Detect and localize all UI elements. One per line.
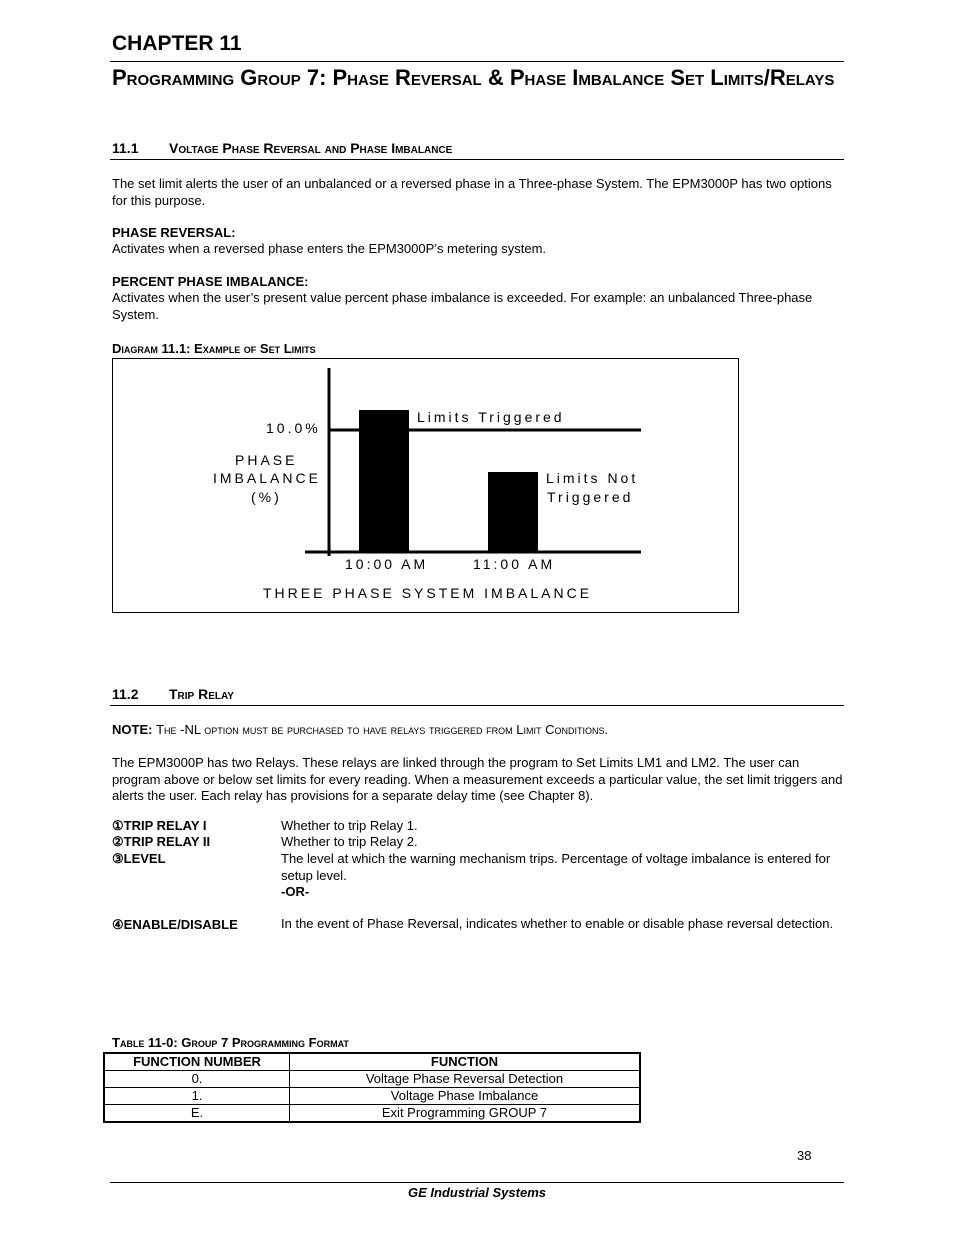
y-label-line2: IMBALANCE <box>213 470 321 486</box>
bar2-label-line2: Triggered <box>547 489 634 505</box>
item-desc-level: The level at which the warning mechanism trips. Percentage of voltage imbalance is entered for setup level. <box>281 851 831 883</box>
page-number: 38 <box>797 1148 812 1163</box>
item-label-trip-relay-1: ①TRIP RELAY I <box>112 818 207 833</box>
section-rule <box>110 159 844 160</box>
item-label-level: ③LEVEL <box>112 851 166 866</box>
item-label-enable-disable: ④ENABLE/DISABLE <box>112 917 238 932</box>
chapter-rule <box>110 61 844 62</box>
diagram-box <box>112 358 739 613</box>
diagram-graphic <box>113 359 738 612</box>
table-cell: 1. <box>104 1088 290 1105</box>
bar2-label-line1: Limits Not <box>546 470 639 486</box>
item-desc-trip-relay-1: Whether to trip Relay 1. <box>281 818 418 833</box>
note-text: The -NL option must be purchased to have relays triggered from Limit Conditions. <box>156 722 609 737</box>
intro-paragraph: The set limit alerts the user of an unbalanced or a reversed phase in a Three-phase System. The EPM3000P has two options for this purpose. <box>112 176 832 208</box>
diagram-caption: Diagram 11.1: Example of Set Limits <box>112 341 316 356</box>
table-cell: Exit Programming GROUP 7 <box>290 1105 641 1123</box>
table-caption: Table 11-0: Group 7 Programming Format <box>112 1035 349 1050</box>
table-cell: E. <box>104 1105 290 1123</box>
table-row <box>104 1088 640 1105</box>
table-cell: Voltage Phase Reversal Detection <box>290 1071 641 1088</box>
imbalance-heading: PERCENT PHASE IMBALANCE: <box>112 274 309 289</box>
table-header-cell: FUNCTION <box>290 1053 641 1071</box>
programming-format-table <box>103 1052 641 1123</box>
footer-text: GE Industrial Systems <box>408 1185 546 1200</box>
bar1-label: Limits Triggered <box>417 409 565 425</box>
table-cell: 0. <box>104 1071 290 1088</box>
item-label-trip-relay-2: ②TRIP RELAY II <box>112 834 211 849</box>
table-header-row <box>104 1053 640 1071</box>
section-number: 11.1 <box>112 140 139 156</box>
section-heading-11-2 <box>112 686 234 702</box>
y-label-line3: (%) <box>251 489 282 505</box>
table-row <box>104 1071 640 1088</box>
item-or-text: -OR- <box>281 884 310 899</box>
x-tick-11am: 11:00 AM <box>473 556 556 572</box>
section-title: Trip Relay <box>169 686 234 702</box>
table-header-cell: FUNCTION NUMBER <box>104 1053 290 1071</box>
bar-10am <box>359 410 409 553</box>
y-label-line1: PHASE <box>235 452 298 468</box>
x-axis-title: THREE PHASE SYSTEM IMBALANCE <box>263 585 593 601</box>
note-label: NOTE: <box>112 722 153 737</box>
table-row <box>104 1105 640 1123</box>
x-tick-10am: 10:00 AM <box>345 556 429 572</box>
section-number: 11.2 <box>112 686 139 702</box>
section-rule <box>110 705 844 706</box>
section-title: Voltage Phase Reversal and Phase Imbalance <box>169 140 453 156</box>
relay-paragraph: The EPM3000P has two Relays. These relays are linked through the program to Set Limits LM1 and LM2. The user can program above or below set limits for every reading. When a measurement exceeds a particular value, the set limit triggers and alerts the user. Each relay has provisions for a separate delay time (see Chapter 8). <box>112 755 843 803</box>
page-title: Programming Group 7: Phase Reversal & Phase Imbalance Set Limits/Relays <box>112 65 835 90</box>
chapter-label: CHAPTER 11 <box>112 32 242 55</box>
table-cell: Voltage Phase Imbalance <box>290 1088 641 1105</box>
footer-rule <box>110 1182 844 1183</box>
note <box>112 722 844 739</box>
bar-11am <box>488 472 538 553</box>
phase-reversal-text: Activates when a reversed phase enters the EPM3000P’s metering system. <box>112 241 547 256</box>
item-desc-trip-relay-2: Whether to trip Relay 2. <box>281 834 418 849</box>
threshold-label: 10.0% <box>266 420 321 436</box>
phase-reversal-heading: PHASE REVERSAL: <box>112 225 236 240</box>
section-heading-11-1 <box>112 140 452 156</box>
imbalance-text: Activates when the user’s present value percent phase imbalance is exceeded. For example: an unbalanced Three-phase System. <box>112 290 813 322</box>
item-desc-enable-disable: In the event of Phase Reversal, indicates whether to enable or disable phase reversal detection. <box>281 916 834 931</box>
